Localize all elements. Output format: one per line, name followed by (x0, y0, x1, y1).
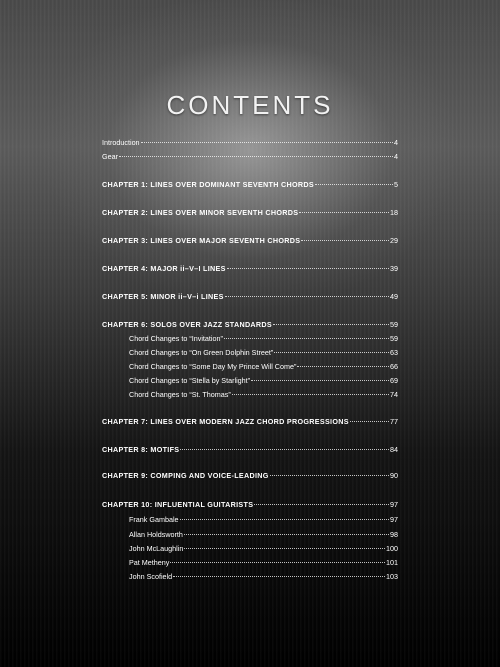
toc-chapter-entry (102, 292, 398, 302)
toc-entry-label: Chord Changes to “On Green Dolphin Street” (129, 348, 274, 357)
toc-page-number: 39 (390, 264, 398, 273)
toc-subentry (129, 376, 398, 386)
dot-leader (315, 184, 393, 185)
toc-page-number: 98 (390, 530, 398, 539)
toc-entry-label: CHAPTER 4: MAJOR ii–V–I LINES (102, 264, 226, 273)
toc-chapter-entry (102, 236, 398, 246)
dot-leader (254, 504, 389, 505)
toc-subentry (129, 348, 398, 358)
toc-page-number: 49 (390, 292, 398, 301)
toc-entry-label: Pat Metheny (129, 558, 170, 567)
toc-subentry (129, 362, 398, 372)
toc-page-number: 4 (394, 138, 398, 147)
toc-chapter-entry (102, 208, 398, 218)
toc-page-number: 90 (390, 471, 398, 480)
toc-subentry (129, 515, 398, 525)
toc-subentry (129, 334, 398, 344)
toc-page-number: 77 (390, 417, 398, 426)
dot-leader (299, 212, 389, 213)
dot-leader (227, 268, 389, 269)
toc-page-number: 63 (390, 348, 398, 357)
toc-entry-label: CHAPTER 8: MOTIFS (102, 445, 180, 454)
toc-entry-label: Chord Changes to “Stella by Starlight” (129, 376, 251, 385)
toc-chapter-entry (102, 180, 398, 190)
toc-subentry (129, 558, 398, 568)
toc-entry-label: Chord Changes to “Invitation” (129, 334, 223, 343)
toc-page-number: 84 (390, 445, 398, 454)
toc-chapter-entry (102, 500, 398, 510)
dot-leader (141, 142, 393, 143)
toc-entry-label: Chord Changes to “St. Thomas” (129, 390, 231, 399)
toc-page-number: 97 (390, 500, 398, 509)
toc-chapter-entry (102, 264, 398, 274)
dot-leader (251, 380, 389, 381)
toc-page-number: 74 (390, 390, 398, 399)
toc-page-number: 69 (390, 376, 398, 385)
toc-entry-label: Allan Holdsworth (129, 530, 183, 539)
toc-entry-label: CHAPTER 10: INFLUENTIAL GUITARISTS (102, 500, 254, 509)
dot-leader (270, 475, 389, 476)
dot-leader (119, 156, 393, 157)
toc-entry-label: CHAPTER 7: LINES OVER MODERN JAZZ CHORD PROGRESSIONS (102, 417, 349, 426)
dot-leader (225, 296, 389, 297)
toc-page-number: 100 (386, 544, 398, 553)
toc-subentry (129, 544, 398, 554)
toc-entry (102, 152, 398, 162)
dot-leader (274, 352, 389, 353)
toc-page-number: 5 (394, 180, 398, 189)
toc-entry-label: Gear (102, 152, 118, 161)
toc-entry-label: CHAPTER 5: MINOR ii–V–i LINES (102, 292, 224, 301)
dot-leader (180, 449, 389, 450)
dot-leader (224, 338, 389, 339)
toc-subentry (129, 572, 398, 582)
toc-page-number: 59 (390, 334, 398, 343)
toc-entry-label: CHAPTER 3: LINES OVER MAJOR SEVENTH CHORDS (102, 236, 301, 245)
dot-leader (273, 324, 389, 325)
dot-leader (180, 519, 389, 520)
toc-page-number: 29 (390, 236, 398, 245)
dot-leader (301, 240, 389, 241)
toc-entry-label: Frank Gambale (129, 515, 179, 524)
toc-chapter-entry (102, 471, 398, 481)
dot-leader (232, 394, 389, 395)
toc-page-number: 101 (386, 558, 398, 567)
toc-chapter-entry (102, 445, 398, 455)
toc-chapter-entry (102, 320, 398, 330)
toc-entry-label: CHAPTER 1: LINES OVER DOMINANT SEVENTH CHORDS (102, 180, 314, 189)
toc-entry (102, 138, 398, 148)
toc-entry-label: CHAPTER 6: SOLOS OVER JAZZ STANDARDS (102, 320, 273, 329)
dot-leader (170, 562, 385, 563)
toc-entry-label: John Scofield (129, 572, 173, 581)
toc-page-number: 97 (390, 515, 398, 524)
dot-leader (173, 576, 385, 577)
toc-page-number: 18 (390, 208, 398, 217)
toc-page-number: 4 (394, 152, 398, 161)
toc-chapter-entry (102, 417, 398, 427)
toc-page-number: 59 (390, 320, 398, 329)
toc-subentry (129, 390, 398, 400)
toc-entry-label: CHAPTER 2: LINES OVER MINOR SEVENTH CHORDS (102, 208, 299, 217)
dot-leader (184, 534, 389, 535)
toc-entry-label: Introduction (102, 138, 140, 147)
dot-leader (184, 548, 385, 549)
toc-page-number: 66 (390, 362, 398, 371)
dot-leader (297, 366, 389, 367)
toc-entry-label: Chord Changes to “Some Day My Prince Will Come” (129, 362, 297, 371)
toc-page-number: 103 (386, 572, 398, 581)
toc-entry-label: John McLaughlin (129, 544, 184, 553)
dot-leader (350, 421, 389, 422)
toc-entry-label: CHAPTER 9: COMPING AND VOICE-LEADING (102, 471, 269, 480)
toc-subentry (129, 530, 398, 540)
page-title: CONTENTS (166, 90, 334, 120)
